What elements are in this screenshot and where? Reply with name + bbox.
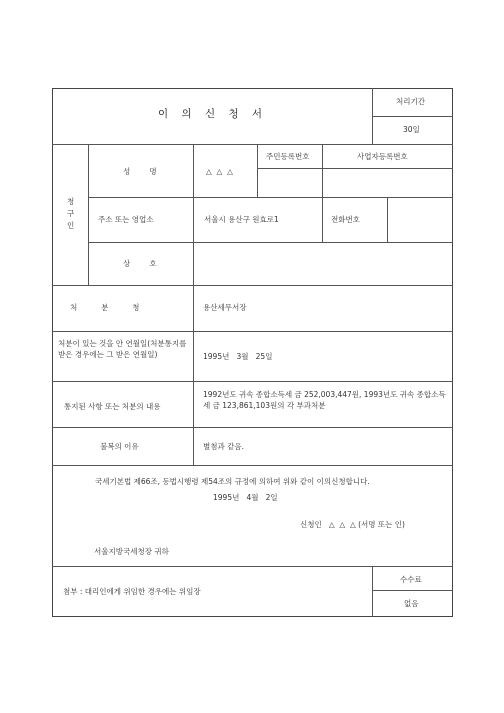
agency-value: 용산세무서장 xyxy=(203,303,247,312)
notice-content-value: 1992년도 귀속 종합소득세 금 252,003,447원, 1993년도 귀속 종합소득세 금 123,861,103원의 각 부과처분 xyxy=(203,390,446,410)
resident-number-label: 주민등록번호 xyxy=(266,152,310,161)
name-label: 성 명 xyxy=(123,167,157,176)
applicant-signature-line: 신청인 △ △ △ (서명 또는 인) xyxy=(300,520,405,529)
processing-period-label: 처리기간 xyxy=(396,97,425,106)
declaration-statement: 국세기본법 제66조, 동법시행령 제54조의 규정에 의하여 위와 같이 이의신청합니다. xyxy=(95,477,370,486)
notice-date-value: 1995년 3월 25일 xyxy=(203,352,273,361)
applicant-side-label-2: 구 xyxy=(67,209,75,218)
rule-rrn-right xyxy=(322,144,323,242)
rule-period-left xyxy=(372,88,373,144)
phone-label: 전화번호 xyxy=(331,215,360,224)
addressee: 서울지방국세청장 귀하 xyxy=(94,547,169,556)
name-value: △ △ △ xyxy=(206,167,233,176)
business-number-label: 사업자등록번호 xyxy=(357,152,408,161)
notice-date-label: 처분이 있는 것을 안 연월일(처분통지를 받은 경우에는 그 받은 연월일) xyxy=(58,339,187,359)
address-value: 서울시 용산구 원효로1 xyxy=(204,215,279,224)
objection-reason-value: 별첨과 같음. xyxy=(203,442,244,451)
applicant-side-label-3: 인 xyxy=(67,221,75,230)
notice-content-label: 통지된 사항 또는 처분의 내용 xyxy=(64,402,161,411)
rule-reason-bottom xyxy=(52,465,453,466)
rule-side-label-right xyxy=(88,144,89,285)
rule-header-bottom xyxy=(52,144,453,145)
rule-name-bottom xyxy=(88,197,453,198)
processing-period-value: 30일 xyxy=(403,125,420,134)
fee-value: 없음 xyxy=(404,599,419,608)
fee-label: 수수료 xyxy=(400,575,422,584)
rule-period-mid xyxy=(372,116,453,117)
rule-id-mid xyxy=(257,168,453,169)
applicant-side-label-1: 청 xyxy=(67,197,75,206)
rule-content-bottom xyxy=(52,427,453,428)
rule-address-bottom xyxy=(88,242,453,243)
rule-row-label-right xyxy=(193,285,194,465)
rule-agency-bottom xyxy=(52,331,453,332)
rule-fee-mid xyxy=(372,590,453,591)
rule-label-col-right xyxy=(193,144,194,285)
rule-applicant-bottom xyxy=(52,285,453,286)
rule-fee-left xyxy=(372,566,373,617)
form-title: 이 의 신 청 서 xyxy=(158,108,268,120)
rule-phone-right xyxy=(387,197,388,242)
rule-name-value-right xyxy=(257,144,258,197)
address-label: 주소 또는 영업소 xyxy=(98,215,154,224)
objection-reason-label: 불복의 이유 xyxy=(100,442,139,451)
rule-declaration-bottom xyxy=(52,566,453,567)
trade-name-label: 상 호 xyxy=(123,259,157,268)
attachment-note: 첨부 : 대리인에게 위임한 경우에는 위임장 xyxy=(63,587,201,596)
agency-label: 처 분 청 xyxy=(70,303,140,312)
declaration-date: 1995년 4월 2일 xyxy=(213,493,278,502)
rule-date-bottom xyxy=(52,381,453,382)
